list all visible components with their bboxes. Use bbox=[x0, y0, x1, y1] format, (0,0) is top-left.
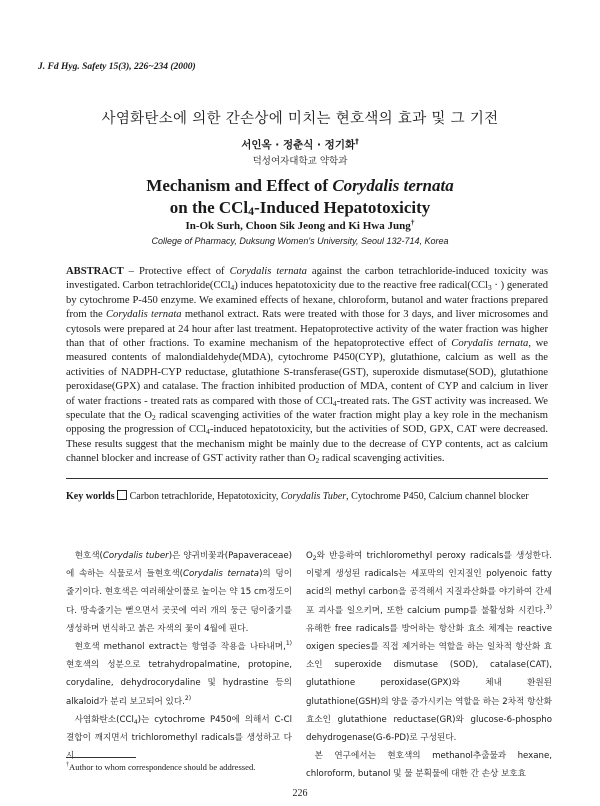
body-paragraph bbox=[66, 638, 292, 711]
korean-affiliation: 덕성여자대학교 약학과 bbox=[252, 156, 348, 167]
keywords bbox=[66, 489, 548, 504]
abstract-text: radical scavenging activities of the water fraction might play a key role in the mechanism opposing the progression of CCl bbox=[66, 410, 549, 436]
author-dagger-mark: † bbox=[355, 136, 359, 146]
body-text: 현호색의 성분으로 tetrahydropalmatine, protopine, corydaline, dehydrocorydaline 및 hydrastine 등의 alkaloid가 분리 보고되어 있다. bbox=[66, 660, 292, 707]
footnote-divider bbox=[66, 757, 136, 758]
body-text: )은 양귀비꽃과(Papaveraceae)에 속하는 식물로서 들현호색( bbox=[66, 551, 292, 580]
body-paragraph bbox=[66, 547, 292, 638]
abstract-subscript: 2 bbox=[315, 456, 320, 466]
abstract-species: Corydalis ternata bbox=[105, 309, 182, 321]
english-authors bbox=[0, 217, 600, 232]
citation-ref: 3) bbox=[545, 603, 552, 611]
author-dagger-mark: † bbox=[410, 217, 415, 227]
abstract-text: radical scavenging activities. bbox=[319, 453, 445, 465]
english-affiliation: College of Pharmacy, Duksung Women's University, Seoul 132-714, Korea bbox=[151, 236, 449, 246]
abstract-subscript: 4 bbox=[230, 283, 235, 293]
abstract-text: against the carbon tetrachloride-induced toxicity was investigated. Carbon tetrachloride(CCl bbox=[66, 266, 549, 292]
body-text: O bbox=[306, 551, 313, 561]
footnote bbox=[66, 762, 255, 772]
body-text: 사염화탄소(CCl bbox=[74, 714, 134, 725]
abstract-text: · ) generated by cytochrome P-450 enzyme. We examined effects of hexane, chloroform, butanol and water fractions prepared from the bbox=[66, 280, 548, 321]
keywords-text: Carbon tetrachloride, Hepatotoxicity, bbox=[129, 491, 281, 502]
title-text: on the CCl bbox=[169, 198, 249, 217]
body-species: Corydalis tuber bbox=[102, 551, 169, 561]
body-text: 현호색( bbox=[74, 551, 103, 561]
body-paragraph bbox=[306, 547, 552, 747]
body-column-right bbox=[306, 547, 552, 784]
abstract-text: – Protective effect of bbox=[123, 266, 230, 277]
keywords-text: , Cytochrome P450, Calcium channel blocker bbox=[346, 491, 529, 502]
body-text: )의 덩이 줄기이다. 현호색은 여러해살이풀로 높이는 약 15 cm정도이다. 땅속줄기는 뻗으면서 곳곳에 여러 개의 둥근 덩이줄기를 생성하며 번식하고 붉은 자색의 꽃이 4월에 핀다. bbox=[66, 569, 292, 634]
title-species: Corydalis ternata bbox=[332, 176, 454, 195]
page-number: 226 bbox=[292, 788, 308, 799]
title-subscript: 4 bbox=[248, 204, 255, 218]
footnote-text: Author to whom correspondence should be addressed. bbox=[69, 762, 256, 772]
korean-authors bbox=[0, 137, 600, 152]
abstract-species: Corydalis ternata bbox=[229, 266, 307, 277]
title-text: -Induced Hepatotoxicity bbox=[254, 198, 431, 217]
abstract-subscript: 4 bbox=[332, 398, 337, 408]
footnote-mark: † bbox=[66, 762, 70, 769]
checkbox-square-icon bbox=[117, 490, 127, 500]
citation-ref: 2) bbox=[184, 694, 192, 702]
citation-ref: 1) bbox=[285, 640, 292, 648]
body-text: 현호색 methanol extract는 항염증 작용을 나타내며, bbox=[74, 642, 286, 653]
abstract-text: -induced hepatotoxicity, but the activities of SOD, GPX, CAT were decreased. These results suggest that the mechanism might be mainly due to the decrease of CYP contents, act as calcium channel blocker and increase of GST activity rather than O bbox=[66, 424, 548, 465]
abstract-text: methanol extract. Rats were treated with those for 3 days, and liver microsomes and cytosols were prepared at 24 hour after last treatment. Hepatoprotective activity of the water fraction was higher than that of other fractions. To examine mechanism of the hepatoprotective effect of bbox=[66, 309, 548, 350]
journal-citation: J. Fd Hyg. Safety 15(3), 226~234 (2000) bbox=[38, 62, 196, 72]
title-text: Mechanism and Effect of bbox=[146, 176, 333, 195]
abstract-label: ABSTRACT bbox=[66, 266, 124, 277]
abstract bbox=[66, 265, 548, 467]
body-text: 본 연구에서는 현호색의 methanol추출물과 hexane, chloroform, butanol 및 물 분획물에 대한 간 손상 보호효 bbox=[306, 751, 552, 780]
body-paragraph bbox=[306, 747, 552, 783]
english-author-names: In-Ok Surh, Choon Sik Jeong and Ki Hwa Jung bbox=[185, 220, 411, 232]
body-text: )는 cytochrome P450에 의해서 C-Cl 결합이 깨지면서 trichloromethyl radicals를 생성하고 다시 bbox=[66, 714, 292, 762]
korean-author-names: 서인옥 · 정춘식 · 정기화 bbox=[241, 139, 356, 151]
abstract-text: ) induces hepatotoxicity due to the reactive free radical(CCl bbox=[234, 280, 489, 292]
body-column-left bbox=[66, 547, 292, 765]
body-species: Corydalis ternata bbox=[183, 569, 260, 580]
abstract-text: -treated rats. The GST activity was increased. We speculate that the O bbox=[66, 395, 548, 422]
abstract-subscript: 4 bbox=[206, 427, 210, 437]
body-text: 유해한 free radicals를 방어하는 항산화 효소 체계는 reactive oxigen species를 직접 제거하는 역할을 하는 일차적 항산화 효소인 superoxide dismutase (SOD), catalase(CAT), glutathione peroxidase(GPX)와 체내 환원된 glutathione(GSH)의 양을 증가시키는 역할을 하는 2차적 항산화 효소인 glutathione reductase(GR)와 glucose-6-phospho dehydrogenase(G-6-PD)로 구성된다. bbox=[306, 623, 552, 744]
section-divider bbox=[66, 478, 548, 479]
body-subscript: 4 bbox=[133, 718, 138, 726]
korean-title: 사염화탄소에 의한 간손상에 미치는 현호색의 효과 및 그 기전 bbox=[101, 111, 499, 127]
body-subscript: 2 bbox=[312, 555, 317, 562]
english-title bbox=[0, 175, 600, 219]
abstract-text: , we measured contents of malondialdehyde(MDA), cytochrome P450(CYP), glutathione, calcium as well as the activities of NADPH-CYP reductase, glutathione S-transferase(GST), superoxide dismutase(SOD), glutathione peroxidase(GPX) and catalase. The fraction inhibited production of MDA, content of CYP and calcium in liver of water fractions - treated rats as compared with those of CCl bbox=[66, 338, 549, 407]
abstract-subscript: 3 bbox=[488, 283, 492, 293]
keywords-species: Corydalis Tuber bbox=[280, 491, 347, 502]
abstract-species: Corydalis ternata bbox=[451, 338, 529, 350]
keywords-label: Key worlds bbox=[66, 491, 115, 502]
abstract-subscript: 2 bbox=[152, 413, 156, 423]
body-text: 와 반응하여 trichloromethyl peroxy radicals를 생성한다. 이렇게 생성된 radicals는 세포막의 인지질인 polyenoic fatty acid의 methyl carbon을 공격해서 지질과산화를 야기하여 간세포 괴사를 일으키며, 또한 calcium pump를 불활성화 시킨다. bbox=[306, 551, 552, 616]
